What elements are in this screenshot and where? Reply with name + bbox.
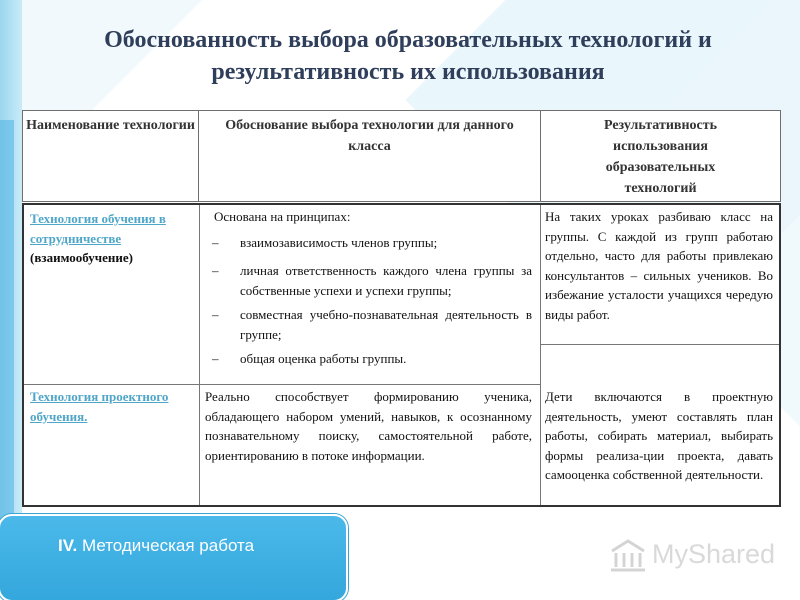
header-label: Наименование технологии <box>26 118 195 133</box>
section-button-methodical-work[interactable] <box>0 514 348 600</box>
list-item: – совместная учебно-познавательная деятельность в группе; <box>212 307 532 342</box>
reason-text: Реально способствует формированию ученика, обладающего набором умений, навыков, к осознанному познавательному поиску, самостоятельной работе, ориентированию в потоке информации. <box>205 389 532 463</box>
section-number: IV. <box>58 536 78 555</box>
table-cell-reason <box>200 205 541 385</box>
table-cell-tech-name <box>24 385 200 505</box>
watermark-text: MyShared <box>652 539 776 569</box>
tech-subtitle: (взаимообучение) <box>30 250 133 265</box>
result-text: Дети включаются в проектную деятельность, умеют составлять план работы, собирать материал, выбирать формы реализа-ции проекта, давать самооценка собственной деятельности. <box>545 389 773 482</box>
slide-title-line2: результативность их использования <box>211 59 605 85</box>
list-item: – общая оценка работы группы. <box>212 351 407 366</box>
slide-title-line1: Обоснованность выбора образовательных технологий и <box>104 27 712 53</box>
watermark-logo <box>608 537 788 575</box>
header-label: Обоснование выбора технологии для данного класса <box>225 118 514 154</box>
header-cell-technology <box>22 110 199 202</box>
list-item: – взаимозависимость членов группы; <box>212 234 438 250</box>
table-cell-result <box>541 385 779 505</box>
tech-link-project[interactable]: Технология проектного обучения. <box>30 389 169 424</box>
reason-intro: Основана на принципах: <box>214 209 351 224</box>
list-item: – личная ответственность каждого члена группы за собственные успехи и успехи группы; <box>212 263 532 298</box>
section-button-label <box>58 536 254 556</box>
building-icon <box>608 537 648 573</box>
table-cell-tech-name <box>24 205 200 385</box>
left-accent-band <box>0 120 14 520</box>
section-title: Методическая работа <box>81 536 255 555</box>
header-cell-reason <box>198 110 541 202</box>
header-cell-result <box>540 110 781 202</box>
header-label: Результативность использования образовательных технологий <box>603 118 718 196</box>
table-cell-reason <box>200 385 541 505</box>
result-text: На таких уроках разбиваю класс на группы. С каждой из групп работаю отдельно, часто для работы привлекаю консультантов – сильных учеников. Во избежание усталости учащихся чередую виды работ. <box>545 209 773 322</box>
slide-title <box>28 24 788 88</box>
tech-link-cooperation[interactable]: Технология обучения в сотрудничестве <box>30 211 166 246</box>
table-cell-result <box>541 205 779 345</box>
technology-table <box>22 203 781 507</box>
